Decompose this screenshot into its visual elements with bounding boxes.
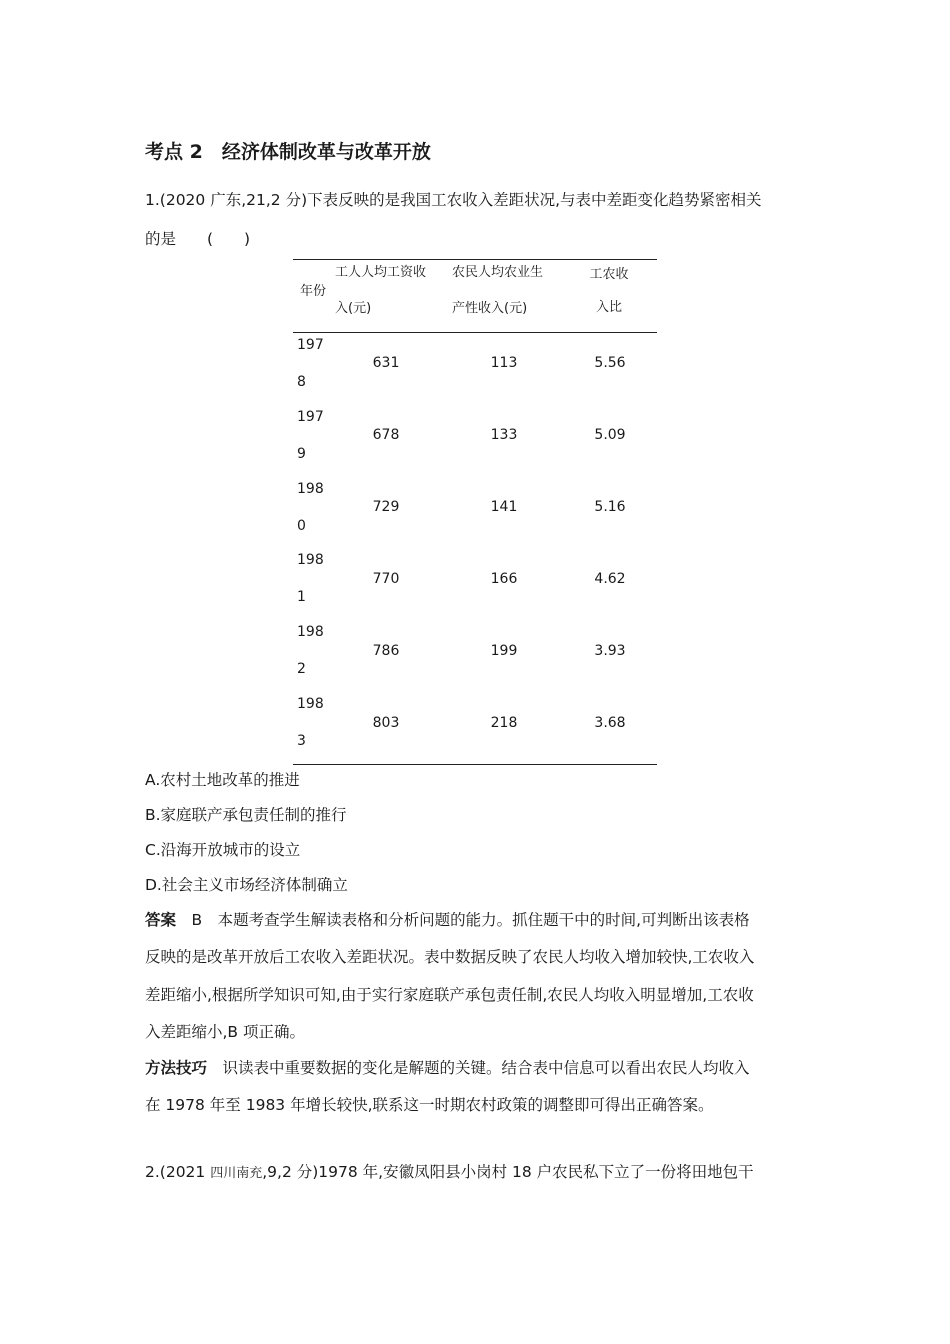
row-year-part-2: 3 xyxy=(297,733,306,749)
question-2-stem-text: 1978 年,安徽凤阳县小岗村 18 户农民私下立了一份将田地包干 xyxy=(318,1163,754,1181)
row-year-part-2: 1 xyxy=(297,589,306,605)
row-income-ratio: 3.68 xyxy=(594,715,626,731)
answer-line-4: 入差距缩小,B 项正确。 xyxy=(145,1023,305,1041)
answer-text: B 本题考查学生解读表格和分析问题的能力。抓住题干中的时间,可判断出该表格 xyxy=(191,911,750,929)
table-header-rule xyxy=(293,332,657,333)
answer-label: 答案 xyxy=(145,911,177,929)
row-year-part-2: 0 xyxy=(297,518,306,534)
row-worker-income: 729 xyxy=(372,499,400,515)
row-income-ratio: 3.93 xyxy=(594,643,626,659)
option-d: D.社会主义市场经济体制确立 xyxy=(145,876,348,894)
row-year-part-1: 197 xyxy=(297,409,324,425)
option-c: C.沿海开放城市的设立 xyxy=(145,841,301,859)
question-1-source: 1.(2020 广东,21,2 分) xyxy=(145,191,308,209)
answer-line-1 xyxy=(145,908,750,930)
row-year-part-2: 9 xyxy=(297,446,306,462)
row-worker-income: 631 xyxy=(372,355,400,371)
header-worker-line-2: 入(元) xyxy=(335,301,372,316)
question-1-stem-line-1 xyxy=(145,188,762,210)
tips-label: 方法技巧 xyxy=(145,1059,208,1077)
row-year-part-2: 8 xyxy=(297,374,306,390)
row-worker-income: 678 xyxy=(372,427,400,443)
row-year-part-1: 198 xyxy=(297,552,324,568)
header-worker-line-1: 工人人均工资收 xyxy=(335,265,427,280)
row-year-part-1: 197 xyxy=(297,337,324,353)
question-1-stem-line-2: 的是 ( ) xyxy=(145,230,251,248)
row-farmer-income: 133 xyxy=(490,427,518,443)
answer-line-3: 差距缩小,根据所学知识可知,由于实行家庭联产承包责任制,农民人均收入明显增加,工农收 xyxy=(145,986,754,1004)
header-farmer-line-1: 农民人均农业生 xyxy=(452,265,544,280)
tips-text: 识读表中重要数据的变化是解题的关键。结合表中信息可以看出农民人均收入 xyxy=(222,1059,750,1077)
question-2-stem-line-1 xyxy=(145,1160,754,1182)
header-ratio-line-2: 入比 xyxy=(595,300,622,315)
row-year-part-1: 198 xyxy=(297,481,324,497)
row-worker-income: 803 xyxy=(372,715,400,731)
question-2-source-num: 2.(2021 xyxy=(145,1163,211,1181)
tips-line-1 xyxy=(145,1056,750,1078)
row-year-part-1: 198 xyxy=(297,624,324,640)
row-farmer-income: 218 xyxy=(490,715,518,731)
row-income-ratio: 4.62 xyxy=(594,571,626,587)
header-ratio-line-1: 工农收 xyxy=(589,267,629,282)
question-2-source-place: 四川南充 xyxy=(210,1166,263,1181)
answer-line-2: 反映的是改革开放后工农收入差距状况。表中数据反映了农民人均收入增加较快,工农收入 xyxy=(145,948,755,966)
question-1-stem-text: 下表反映的是我国工农收入差距状况,与表中差距变化趋势紧密相关 xyxy=(307,191,762,209)
row-income-ratio: 5.56 xyxy=(594,355,626,371)
row-income-ratio: 5.16 xyxy=(594,499,626,515)
row-year-part-2: 2 xyxy=(297,661,306,677)
option-a: A.农村土地改革的推进 xyxy=(145,771,300,789)
question-2-source-rest: ,9,2 分) xyxy=(262,1163,319,1181)
tips-line-2: 在 1978 年至 1983 年增长较快,联系这一时期农村政策的调整即可得出正确答案。 xyxy=(145,1096,714,1114)
header-year: 年份 xyxy=(299,284,326,299)
section-title: 考点 2 经济体制改革与改革开放 xyxy=(145,141,431,163)
option-b: B.家庭联产承包责任制的推行 xyxy=(145,806,347,824)
table-bottom-rule xyxy=(293,764,657,765)
row-farmer-income: 141 xyxy=(490,499,518,515)
row-farmer-income: 113 xyxy=(490,355,518,371)
row-farmer-income: 199 xyxy=(490,643,518,659)
row-worker-income: 786 xyxy=(372,643,400,659)
row-income-ratio: 5.09 xyxy=(594,427,626,443)
row-year-part-1: 198 xyxy=(297,696,324,712)
row-worker-income: 770 xyxy=(372,571,400,587)
header-farmer-line-2: 产性收入(元) xyxy=(452,301,528,316)
row-farmer-income: 166 xyxy=(490,571,518,587)
